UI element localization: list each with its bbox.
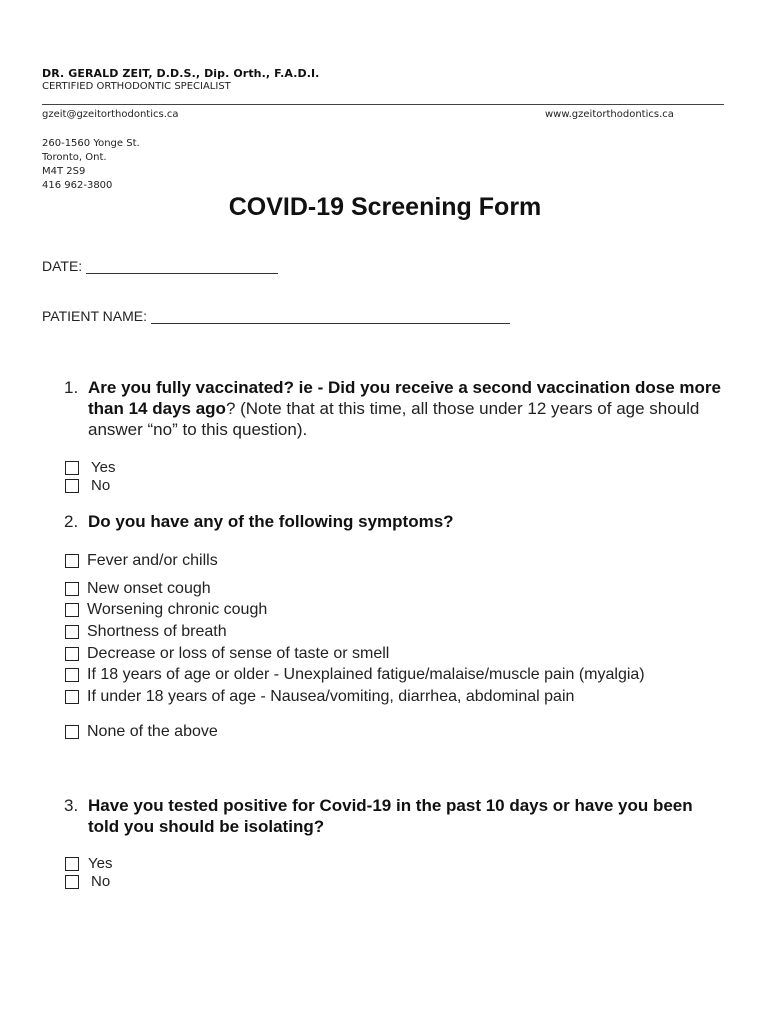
checkbox[interactable] xyxy=(65,461,79,475)
doctor-credential: CERTIFIED ORTHODONTIC SPECIALIST xyxy=(42,81,231,92)
address-street: 260-1560 Yonge St. xyxy=(42,138,140,149)
question-number: 3. xyxy=(64,796,79,815)
q2-option-nausea[interactable] xyxy=(65,688,574,706)
question-text-bold: Have you tested positive for Covid-19 in the past 10 days or have you been told you should be isolating? xyxy=(88,796,693,836)
address-city: Toronto, Ont. xyxy=(42,152,107,163)
option-label: None of the above xyxy=(87,723,218,740)
option-label: New onset cough xyxy=(87,580,211,597)
clinic-address xyxy=(42,137,140,193)
q1-option-yes[interactable] xyxy=(65,459,115,476)
q1-option-no[interactable] xyxy=(65,477,110,494)
question-text-bold: Do you have any of the following symptoms? xyxy=(88,512,454,531)
option-label: If under 18 years of age - Nausea/vomiting, diarrhea, abdominal pain xyxy=(87,688,575,705)
date-field xyxy=(42,258,278,274)
question-number: 1. xyxy=(64,378,79,397)
q3-option-yes[interactable] xyxy=(65,855,112,872)
question-number: 2. xyxy=(64,512,79,531)
checkbox[interactable] xyxy=(65,875,79,889)
checkbox[interactable] xyxy=(65,603,79,617)
checkbox[interactable] xyxy=(65,582,79,596)
form-title: COVID-19 Screening Form xyxy=(228,193,542,221)
q2-option-chronic-cough[interactable] xyxy=(65,601,267,619)
q2-option-new-cough[interactable] xyxy=(65,580,211,598)
address-phone: 416 962-3800 xyxy=(42,180,113,191)
q3-option-no[interactable] xyxy=(65,873,110,890)
clinic-email: gzeit@gzeitorthodontics.ca xyxy=(42,109,179,120)
clinic-website: www.gzeitorthodontics.ca xyxy=(545,109,674,120)
checkbox[interactable] xyxy=(65,479,79,493)
option-label: Fever and/or chills xyxy=(87,552,218,569)
question-text-bold: Are you fully vaccinated? ie - Did you receive a second vaccination dose more than 14 days ago xyxy=(88,378,721,418)
question-3 xyxy=(64,795,724,837)
option-label: Shortness of breath xyxy=(87,623,227,640)
q2-option-fatigue[interactable] xyxy=(65,666,645,684)
question-2 xyxy=(64,511,724,532)
doctor-name: DR. GERALD ZEIT, D.D.S., Dip. Orth., F.A.D.I. xyxy=(42,67,320,80)
question-text-note: ? (Note that at this time, all those under 12 years of age should answer “no” to this question). xyxy=(88,399,700,439)
q2-option-shortness-of-breath[interactable] xyxy=(65,623,227,641)
checkbox[interactable] xyxy=(65,625,79,639)
date-input-line[interactable] xyxy=(86,261,278,274)
option-label: If 18 years of age or older - Unexplained fatigue/malaise/muscle pain (myalgia) xyxy=(87,666,645,683)
checkbox[interactable] xyxy=(65,668,79,682)
question-1 xyxy=(64,377,724,440)
header-divider xyxy=(42,104,724,105)
checkbox[interactable] xyxy=(65,690,79,704)
option-label: Decrease or loss of sense of taste or smell xyxy=(87,645,390,662)
q2-option-none[interactable] xyxy=(65,723,218,741)
patient-name-label: PATIENT NAME: xyxy=(42,308,148,324)
address-postal: M4T 2S9 xyxy=(42,166,86,177)
date-label: DATE: xyxy=(42,258,83,274)
checkbox[interactable] xyxy=(65,647,79,661)
checkbox[interactable] xyxy=(65,725,79,739)
patient-name-field xyxy=(42,308,510,324)
checkbox[interactable] xyxy=(65,857,79,871)
option-label: No xyxy=(91,477,111,494)
option-label: No xyxy=(91,873,111,890)
option-label: Yes xyxy=(88,855,113,872)
q2-option-taste-smell[interactable] xyxy=(65,645,389,663)
q2-option-fever[interactable] xyxy=(65,552,218,570)
option-label: Worsening chronic cough xyxy=(87,601,268,618)
checkbox[interactable] xyxy=(65,554,79,568)
option-label: Yes xyxy=(91,459,116,476)
patient-name-input-line[interactable] xyxy=(151,311,510,324)
